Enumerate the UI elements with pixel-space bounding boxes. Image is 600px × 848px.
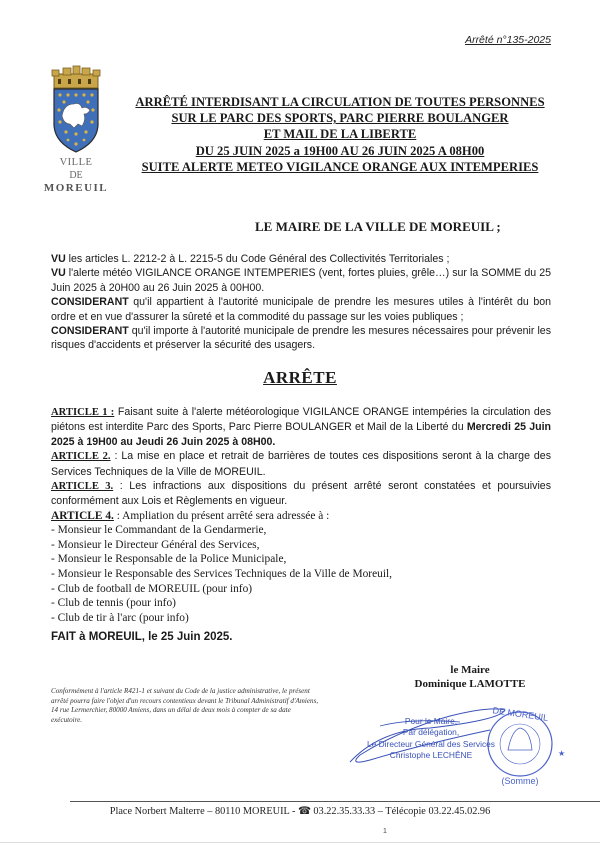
article-label: ARTICLE 4. [51,509,114,522]
considerant-keyword: CONSIDERANT [51,296,129,309]
article-text: Faisant suite à l'alerte météorologique VIGILANCE ORANGE intempéries la circulation des piétons est interdite Parc des Sports, Parc Pierre BOULANGER et Mail de la Liberté du [51,406,551,434]
arrete-reference: Arrêté n°135-2025 [465,34,551,46]
arrete-heading: ARRÊTE [263,368,337,387]
title-line: ARRÊTÉ INTERDISANT LA CIRCULATION DE TOUTES PERSONNES [135,95,545,109]
recipient-item: - Monsieur le Directeur Général des Services, [51,538,260,551]
title-line: SUR LE PARC DES SPORTS, PARC PIERRE BOULANGER [171,111,509,126]
delegation-text [346,716,516,761]
considerant-text: qu'il appartient à l'autorité municipale de prendre les mesures utiles à l'intérêt du bon ordre et en vue d'assurer la sûreté et la commodité du passage sur les voies publiques ; [51,296,551,323]
article-4 [51,509,551,523]
recipient-item: - Monsieur le Commandant de la Gendarmerie, [51,524,267,537]
article-dates: Mercredi 25 Juin 2025 à 19H00 au Jeudi 26 Juin 2025 à 08H00. [51,421,551,448]
visa-paragraph [51,266,551,295]
title-line: DU 25 JUIN 2025 a 19H00 AU 26 JUIN 2025 A 08H00 [195,143,485,158]
article-text: : Les infractions aux dispositions du présent arrêté seront constatées et poursuivies conformément aux Lois et Règlements en vigueur. [51,480,551,508]
fait-a-date: FAIT à MOREUIL, le 25 Juin 2025. [51,631,233,643]
recipient-item: - Club de football de MOREUIL (pour info) [51,582,253,595]
delegation-line: Le Directeur Général des Services [366,738,495,749]
recipient-item: - Monsieur le Responsable de la Police Municipale, [51,553,287,566]
article-2 [51,449,551,479]
footer-address: Place Norbert Malterre – 80110 MOREUIL - ☎ 03.22.35.33.33 – Télécopie 03.22.45.02.96 [109,806,491,817]
signature-stamp-area [340,700,580,786]
page-bottom-edge [0,842,600,843]
visa-text: les articles L. 2212-2 à L. 2215-5 du Code Général des Collectivités Territoriales ; [65,253,450,265]
signatory-name: Dominique LAMOTTE [414,678,526,690]
delegation-line: Pour le Maire, [404,716,458,726]
document-title [124,94,556,175]
article-text: : Ampliation du présent arrêté sera adressée à : [113,509,330,522]
page-number: 1 [383,828,387,835]
recipient-item: - Club de tennis (pour info) [51,597,176,610]
town-label-moreuil: MOREUIL [43,182,109,194]
visas-section [51,252,551,353]
article-text: : La mise en place et retrait de barrières de toutes ces dispositions seront à la charge des Services Techniques de la Ville de MOREUIL. [51,450,551,478]
signatory-role: le Maire [450,664,490,676]
considerant-keyword: CONSIDERANT [51,325,129,338]
considerant-paragraph [51,324,551,353]
articles-section [51,405,551,625]
delegation-line: Christophe LECHÊNE [389,749,473,760]
article-1 [51,405,551,449]
article-label: ARTICLE 1 : [51,407,115,418]
town-label-de: DE [69,170,83,181]
svg-text:DE MOREUIL: DE MOREUIL [491,705,549,723]
recipient-item: - Club de tir à l'arc (pour info) [51,611,189,624]
visa-paragraph [51,252,551,266]
visa-keyword: VU [51,267,66,280]
article-3 [51,479,551,509]
moreuil-coat-of-arms-icon [48,66,104,154]
title-line: SUITE ALERTE METEO VIGILANCE ORANGE AUX INTEMPERIES [141,159,539,174]
visa-text: l'alerte météo VIGILANCE ORANGE INTEMPERIES (vent, fortes pluies, grêle…) sur la SOMME du 25 Juin 2025 à 20H00 au 26 Juin 2025 à 00H00. [51,267,551,294]
considerant-text: qu'il importe à l'autorité municipale de prendre les mesures nécessaires pour prévenir les risques d'accidents et préserver la sécurité des usagers. [51,325,551,352]
visa-keyword: VU [51,253,66,265]
article-label: ARTICLE 2. [51,451,111,463]
delegation-line: Par délégation, [402,727,460,738]
maire-heading: LE MAIRE DE LA VILLE DE MOREUIL ; [255,219,501,234]
considerant-paragraph [51,295,551,324]
town-name-block [40,156,112,195]
footer-divider [70,801,600,802]
recipient-item: - Monsieur le Responsable des Services Techniques de la Ville de Moreuil, [51,568,392,581]
svg-text:(Somme): (Somme) [501,776,539,786]
recours-notice: Conformément à l'article R421-1 et suivant du Code de la justice administrative, le présent arrêté pourra faire l'objet d'un recours contentieux devant le Tribunal Administratif d'Amiens, 14 rue Lermerchier, 80000 Amiens, dans un délai de deux mois à compter de sa date exécutoire. [51,687,319,724]
coat-of-arms-logo [40,66,112,154]
recipients-list [51,523,551,625]
svg-text:★: ★ [558,749,566,758]
title-line: ET MAIL DE LA LIBERTE [263,127,417,142]
article-label: ARTICLE 3. [51,481,114,493]
signature-block [400,663,540,691]
town-label-ville: VILLE [59,157,93,168]
